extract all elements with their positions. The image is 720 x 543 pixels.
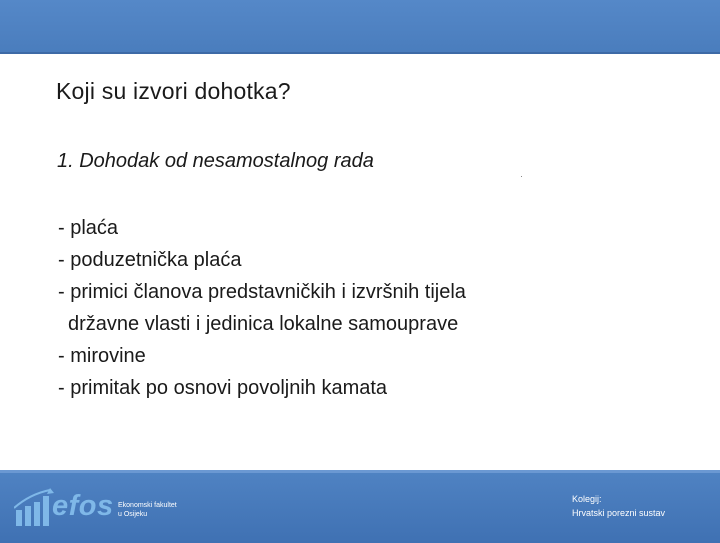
course-name: Hrvatski porezni sustav bbox=[572, 508, 666, 518]
stray-dot bbox=[521, 176, 522, 177]
course-label: Kolegij: bbox=[572, 494, 602, 504]
slide-subtitle: 1. Dohodak od nesamostalnog rada bbox=[57, 150, 374, 172]
list-item: - mirovine bbox=[58, 345, 146, 367]
list-item: - poduzetnička plaća bbox=[58, 249, 242, 271]
continuation-text: državne vlasti i jedinica lokalne samouprave bbox=[68, 313, 459, 335]
list-item: - primitak po osnovi povoljnih kamata bbox=[58, 377, 388, 399]
logo-subtitle bbox=[118, 501, 177, 519]
logo-subtitle-line: Ekonomski fakultet bbox=[118, 502, 177, 509]
logo-subtitle-line: u Osijeku bbox=[118, 511, 148, 518]
list-item: - plaća bbox=[58, 217, 119, 239]
income-list bbox=[58, 212, 466, 404]
logo-wordmark: efos bbox=[52, 490, 114, 522]
header-band bbox=[0, 0, 720, 54]
slide-title: Koji su izvori dohotka? bbox=[56, 78, 291, 104]
course-info bbox=[572, 492, 665, 520]
list-item: - primici članova predstavničkih i izvršnih tijela bbox=[58, 281, 466, 303]
list-item-continuation bbox=[58, 308, 466, 340]
